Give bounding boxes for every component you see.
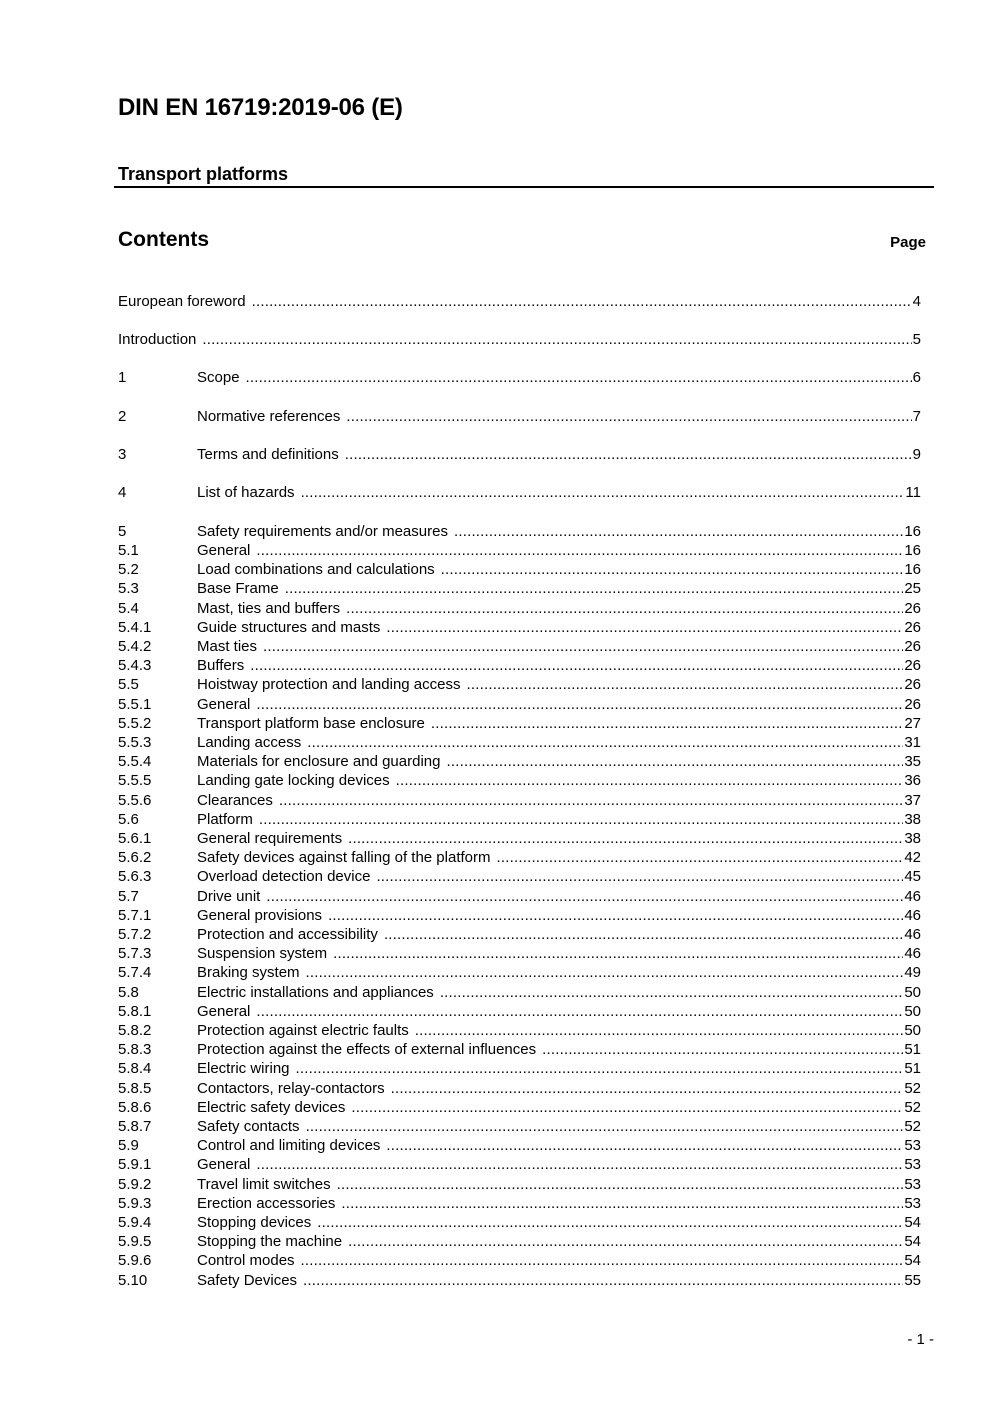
toc-entry-page: 37 [904, 791, 921, 809]
page-column-heading: Page [890, 234, 926, 251]
toc-entry-title: Safety contacts [197, 1117, 306, 1136]
toc-entry-number: 5.4.2 [118, 638, 152, 655]
toc-leader-dots [346, 599, 903, 618]
toc-entry-number: 5.1 [118, 542, 139, 559]
toc-entry[interactable] [118, 675, 921, 694]
toc-entry-title: Control modes [197, 1251, 301, 1270]
toc-entry-title: Drive unit [197, 887, 266, 906]
toc-leader-dots [256, 1155, 903, 1174]
toc-entry-title: General [197, 1002, 256, 1021]
toc-leader-dots [351, 1098, 903, 1117]
toc-entry-page: 16 [904, 561, 921, 579]
toc-leader-dots [333, 944, 903, 963]
toc-entry-page: 11 [905, 484, 921, 501]
toc-leader-dots [252, 292, 912, 311]
toc-entry-title: Clearances [197, 791, 279, 810]
toc-entry-page: 52 [904, 1098, 921, 1116]
toc-entry-title: Protection and accessibility [197, 925, 384, 944]
toc-entry-number: 5.6.1 [118, 830, 152, 847]
toc-entry-title: Materials for enclosure and guarding [197, 752, 446, 771]
toc-leader-dots [279, 791, 903, 810]
toc-entry-page: 26 [904, 676, 921, 694]
toc-entry-page: 6 [912, 369, 921, 386]
toc-entry[interactable] [118, 541, 921, 560]
toc-entry-page: 26 [904, 618, 921, 636]
toc-entry-number: 5.4 [118, 599, 139, 617]
toc-entry-page: 26 [904, 657, 921, 675]
toc-leader-dots [256, 1002, 903, 1021]
contents-heading: Contents [118, 228, 209, 251]
toc-entry-number: 1 [118, 369, 127, 386]
toc-entry-page: 16 [904, 523, 921, 540]
toc-entry-title: Stopping devices [197, 1213, 317, 1232]
toc-entry-number: 5.9.1 [118, 1156, 152, 1174]
toc-entry-number: 5.5.4 [118, 753, 152, 771]
toc-entry-title: Suspension system [197, 944, 333, 963]
toc-entry-page: 46 [904, 945, 921, 963]
toc-entry-title: Normative references [197, 407, 346, 426]
toc-entry-title: Safety requirements and/or measures [197, 522, 454, 541]
toc-entry[interactable] [118, 1117, 921, 1136]
toc-entry[interactable] [118, 695, 921, 714]
toc-leader-dots [306, 963, 904, 982]
page-number: - 1 - [907, 1331, 934, 1348]
toc-entry-title: Base Frame [197, 579, 285, 598]
toc-entry-number: 5.8.6 [118, 1098, 152, 1116]
toc-entry[interactable] [118, 618, 921, 637]
toc-entry-title: Scope [197, 368, 246, 387]
toc-entry-number: 2 [118, 408, 127, 425]
toc-leader-dots [542, 1040, 903, 1059]
toc-entry-number: 5.10 [118, 1271, 148, 1289]
toc-entry-page: 26 [904, 599, 921, 617]
toc-entry-title: Overload detection device [197, 867, 376, 886]
toc-leader-dots [303, 1271, 903, 1290]
toc-entry-page: 54 [904, 1214, 921, 1231]
toc-entry-page: 46 [904, 926, 921, 943]
toc-entry-number: 5.6.3 [118, 868, 152, 886]
toc-entry-number: 5 [118, 523, 127, 540]
toc-entry-title: General [197, 541, 256, 560]
toc-entry-title: General [197, 1155, 256, 1174]
toc-entry-title: Control and limiting devices [197, 1136, 386, 1155]
toc-leader-dots [391, 1079, 904, 1098]
toc-entry-page: 26 [904, 638, 921, 655]
toc-entry-page: 53 [904, 1137, 921, 1155]
toc-entry[interactable] [118, 637, 921, 656]
toc-leader-dots [328, 906, 903, 925]
toc-leader-dots [246, 368, 912, 387]
toc-leader-dots [346, 407, 911, 426]
toc-entry-number: 5.7.4 [118, 964, 152, 982]
toc-leader-dots [440, 983, 904, 1002]
toc-entry[interactable] [118, 1136, 921, 1155]
toc-entry[interactable] [118, 1175, 921, 1194]
toc-entry-page: 9 [912, 446, 921, 463]
toc-entry-title: Transport platform base enclosure [197, 714, 431, 733]
toc-leader-dots [263, 637, 903, 656]
toc-entry[interactable] [118, 368, 921, 387]
toc-leader-dots [341, 1194, 903, 1213]
toc-entry-number: 5.5.1 [118, 695, 152, 713]
toc-entry-title: Contactors, relay-contactors [197, 1079, 391, 1098]
toc-entry-number: 5.9.6 [118, 1252, 152, 1270]
toc-entry-number: 5.4.3 [118, 657, 152, 675]
toc-leader-dots [446, 752, 903, 771]
toc-entry[interactable] [118, 656, 921, 675]
toc-entry-title: Electric installations and appliances [197, 983, 440, 1002]
toc-entry-number: 5.9.3 [118, 1194, 152, 1212]
toc-entry[interactable] [118, 906, 921, 925]
toc-leader-dots [386, 1136, 903, 1155]
toc-entry-page: 7 [912, 408, 921, 425]
toc-entry[interactable] [118, 407, 921, 426]
toc-entry-title: European foreword [118, 292, 252, 311]
toc-entry-page: 51 [904, 1060, 921, 1078]
toc-entry[interactable] [118, 292, 921, 311]
toc-entry-number: 5.4.1 [118, 618, 152, 636]
toc-entry[interactable] [118, 1098, 921, 1117]
toc-entry-title: Load combinations and calculations [197, 560, 441, 579]
toc-leader-dots [386, 618, 903, 637]
toc-entry-title: Hoistway protection and landing access [197, 675, 466, 694]
toc-entry-number: 5.8 [118, 983, 139, 1001]
toc-leader-dots [376, 867, 903, 886]
toc-leader-dots [345, 445, 912, 464]
toc-entry-title: Mast ties [197, 637, 263, 656]
toc-entry-page: 52 [904, 1079, 921, 1097]
toc-entry-page: 46 [904, 887, 921, 905]
toc-entry[interactable] [118, 810, 921, 829]
toc-entry-page: 54 [904, 1252, 921, 1270]
toc-leader-dots [396, 771, 904, 790]
toc-entry-page: 38 [904, 810, 921, 828]
toc-entry-number: 5.7.3 [118, 945, 152, 963]
toc-entry[interactable] [118, 925, 921, 944]
toc-entry-page: 35 [904, 753, 921, 771]
toc-entry-page: 25 [904, 580, 921, 598]
toc-entry[interactable] [118, 522, 921, 541]
toc-entry-title: Braking system [197, 963, 306, 982]
toc-entry[interactable] [118, 771, 921, 790]
toc-entry[interactable] [118, 1155, 921, 1174]
toc-leader-dots [466, 675, 903, 694]
toc-entry-title: Introduction [118, 330, 202, 349]
toc-entry-number: 5.5.6 [118, 791, 152, 809]
toc-entry-page: 55 [904, 1271, 921, 1289]
toc-entry[interactable] [118, 1232, 921, 1251]
toc-entry-number: 5.8.5 [118, 1079, 152, 1097]
toc-entry-number: 5.9.5 [118, 1233, 152, 1251]
toc-entry[interactable] [118, 1040, 921, 1059]
toc-entry-page: 27 [904, 714, 921, 732]
toc-entry-page: 45 [904, 868, 921, 886]
toc-entry-number: 5.5.3 [118, 734, 152, 751]
toc-leader-dots [441, 560, 904, 579]
toc-entry-page: 50 [904, 1002, 921, 1020]
toc-entry-title: Erection accessories [197, 1194, 341, 1213]
toc-leader-dots [256, 541, 903, 560]
toc-entry-number: 4 [118, 484, 127, 501]
toc-entry-page: 42 [904, 849, 921, 867]
toc-entry-number: 5.7 [118, 887, 139, 905]
toc-entry-page: 4 [912, 293, 921, 310]
document-id: DIN EN 16719:2019-06 (E) [118, 94, 403, 121]
toc-entry-number: 5.6 [118, 810, 139, 828]
toc-entry[interactable] [118, 848, 921, 867]
toc-entry-title: Safety devices against falling of the platform [197, 848, 497, 867]
toc-entry-title: Stopping the machine [197, 1232, 348, 1251]
toc-entry-number: 5.8.1 [118, 1002, 152, 1020]
toc-entry-page: 31 [904, 734, 921, 751]
toc-entry-number: 3 [118, 446, 127, 463]
toc-leader-dots [250, 656, 903, 675]
toc-entry[interactable] [118, 829, 921, 848]
toc-entry[interactable] [118, 483, 921, 502]
toc-entry-title: Protection against electric faults [197, 1021, 415, 1040]
toc-leader-dots [306, 1117, 904, 1136]
toc-entry-number: 5.9.2 [118, 1175, 152, 1193]
toc-entry-title: Travel limit switches [197, 1175, 337, 1194]
toc-leader-dots [431, 714, 903, 733]
toc-leader-dots [384, 925, 903, 944]
toc-entry-page: 49 [904, 964, 921, 982]
toc-entry-page: 53 [904, 1175, 921, 1193]
toc-entry-number: 5.8.4 [118, 1060, 152, 1078]
toc-entry-number: 5.5.5 [118, 772, 152, 790]
toc-entry-page: 54 [904, 1233, 921, 1251]
toc-entry-page: 46 [904, 906, 921, 924]
toc-leader-dots [415, 1021, 904, 1040]
toc-entry-title: General [197, 695, 256, 714]
toc-entry[interactable] [118, 1021, 921, 1040]
toc-entry-number: 5.7.1 [118, 906, 152, 924]
toc-leader-dots [285, 579, 904, 598]
toc-entry-page: 5 [912, 331, 921, 348]
toc-entry-title: Landing access [197, 733, 307, 752]
toc-entry-page: 36 [904, 772, 921, 790]
toc-entry-title: Electric safety devices [197, 1098, 351, 1117]
toc-leader-dots [259, 810, 903, 829]
toc-entry-page: 38 [904, 830, 921, 847]
toc-leader-dots [296, 1059, 904, 1078]
toc-entry[interactable] [118, 887, 921, 906]
toc-leader-dots [348, 1232, 903, 1251]
toc-entry-page: 52 [904, 1118, 921, 1135]
toc-entry[interactable] [118, 791, 921, 810]
toc-entry-title: Mast, ties and buffers [197, 599, 346, 618]
toc-entry-title: Electric wiring [197, 1059, 296, 1078]
toc-leader-dots [301, 483, 905, 502]
toc-entry[interactable] [118, 330, 921, 349]
toc-entry-page: 53 [904, 1194, 921, 1212]
toc-leader-dots [202, 330, 911, 349]
toc-entry-number: 5.7.2 [118, 926, 152, 943]
toc-entry-page: 26 [904, 695, 921, 713]
toc-entry-title: Buffers [197, 656, 250, 675]
toc-entry[interactable] [118, 445, 921, 464]
toc-entry-number: 5.8.2 [118, 1022, 152, 1039]
toc-leader-dots [256, 695, 903, 714]
toc-entry-number: 5.2 [118, 561, 139, 579]
toc-entry-title: Protection against the effects of external influences [197, 1040, 542, 1059]
toc-leader-dots [348, 829, 903, 848]
toc-entry[interactable] [118, 733, 921, 752]
toc-leader-dots [301, 1251, 904, 1270]
toc-leader-dots [497, 848, 904, 867]
toc-entry-title: Guide structures and masts [197, 618, 386, 637]
toc-entry[interactable] [118, 1271, 921, 1290]
toc-entry[interactable] [118, 1251, 921, 1270]
toc-leader-dots [307, 733, 903, 752]
toc-entry-title: Landing gate locking devices [197, 771, 396, 790]
toc-entry[interactable] [118, 867, 921, 886]
toc-entry[interactable] [118, 1079, 921, 1098]
toc-entry-page: 53 [904, 1156, 921, 1174]
toc-leader-dots [454, 522, 903, 541]
toc-leader-dots [337, 1175, 904, 1194]
toc-entry[interactable] [118, 599, 921, 618]
toc-entry-title: General requirements [197, 829, 348, 848]
toc-entry-number: 5.6.2 [118, 849, 152, 867]
toc-entry[interactable] [118, 1213, 921, 1232]
document-title: Transport platforms [118, 164, 289, 184]
toc-entry-title: List of hazards [197, 483, 301, 502]
toc-entry[interactable] [118, 579, 921, 598]
toc-entry-number: 5.9.4 [118, 1214, 152, 1231]
toc-entry[interactable] [118, 983, 921, 1002]
toc-entry-page: 16 [904, 542, 921, 559]
toc-entry-page: 50 [904, 1022, 921, 1039]
toc-entry[interactable] [118, 714, 921, 733]
toc-entry-number: 5.9 [118, 1137, 139, 1155]
toc-entry[interactable] [118, 752, 921, 771]
toc-entry[interactable] [118, 944, 921, 963]
toc-entry-title: Platform [197, 810, 259, 829]
toc-entry-title: Safety Devices [197, 1271, 303, 1290]
toc-entry[interactable] [118, 560, 921, 579]
toc-entry-page: 51 [904, 1041, 921, 1059]
toc-entry-number: 5.5.2 [118, 714, 152, 732]
toc-entry[interactable] [118, 1002, 921, 1021]
toc-entry[interactable] [118, 1194, 921, 1213]
toc-entry-number: 5.5 [118, 676, 139, 694]
toc-leader-dots [317, 1213, 903, 1232]
toc-entry-number: 5.3 [118, 580, 139, 598]
toc-entry[interactable] [118, 1059, 921, 1078]
toc-entry[interactable] [118, 963, 921, 982]
toc-leader-dots [266, 887, 903, 906]
toc-entry-title: Terms and definitions [197, 445, 345, 464]
toc-entry-title: General provisions [197, 906, 328, 925]
toc-entry-number: 5.8.7 [118, 1118, 152, 1135]
toc-entry-page: 50 [904, 983, 921, 1001]
toc-entry-number: 5.8.3 [118, 1041, 152, 1059]
